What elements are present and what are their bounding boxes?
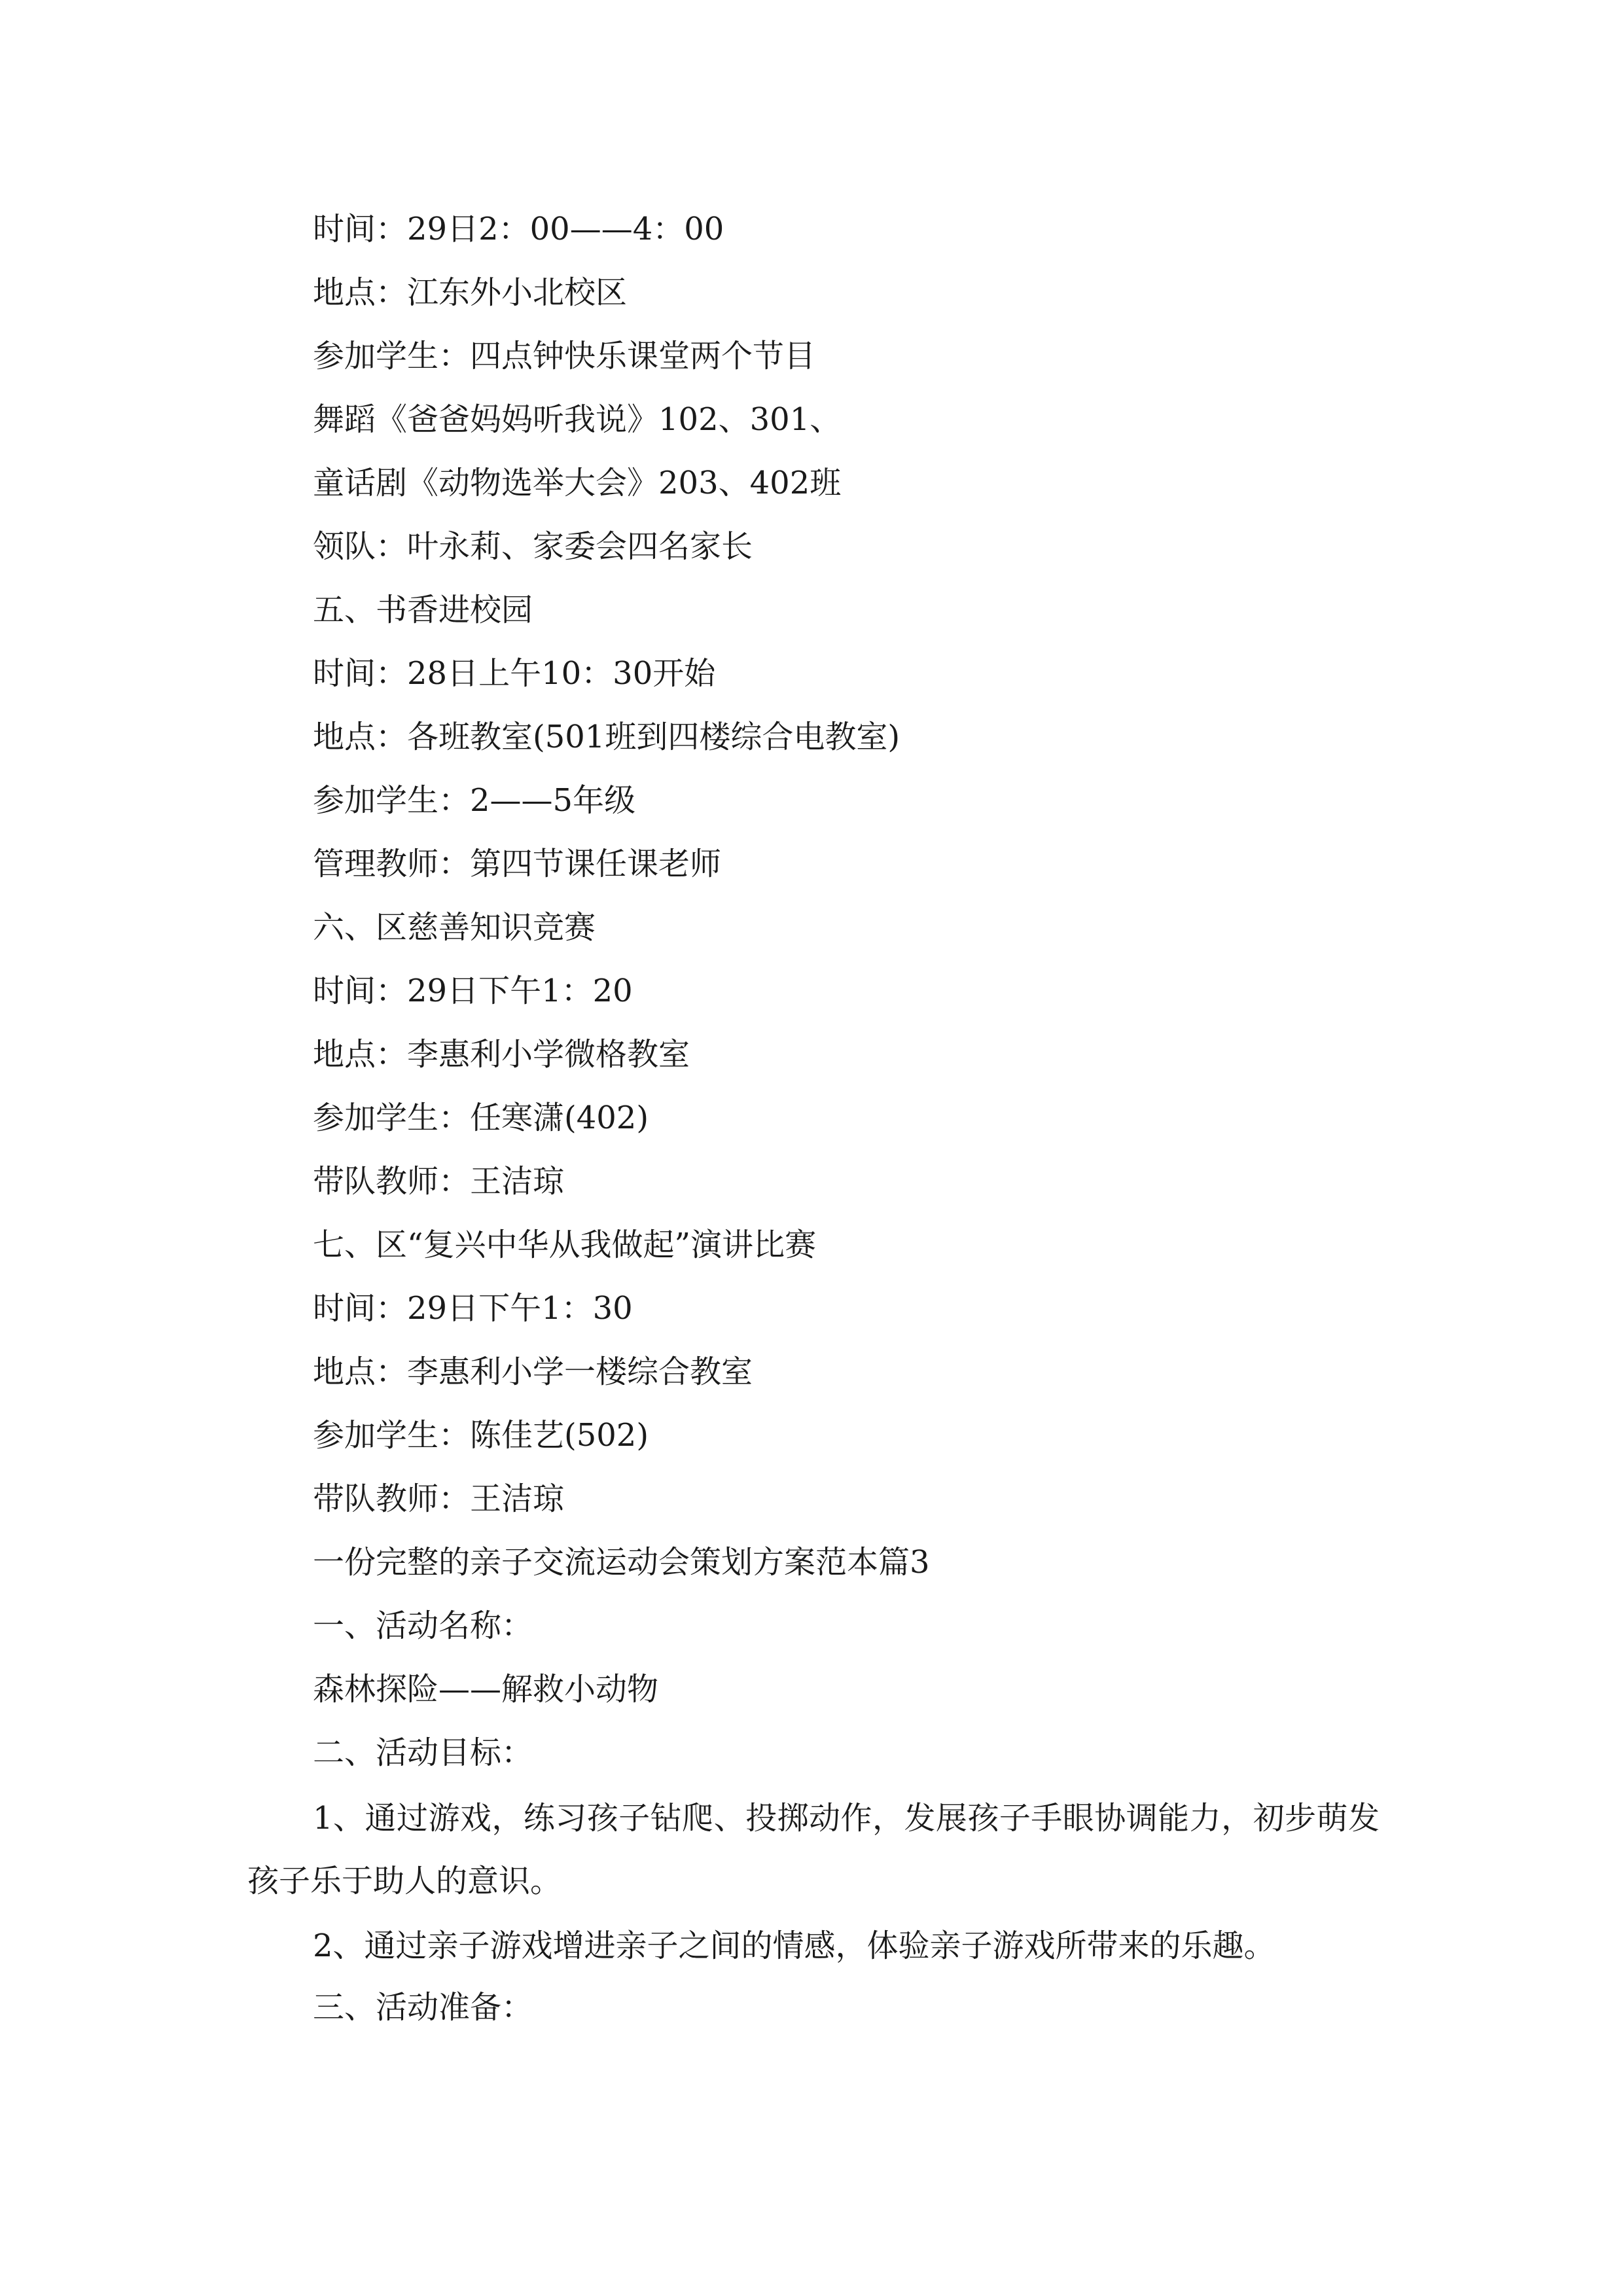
text-line: 参加学生：任寒潇(402) — [313, 1100, 649, 1136]
text-line: 地点：李惠利小学一楼综合教室 — [313, 1354, 753, 1390]
section-heading: 一、活动名称： — [313, 1607, 533, 1644]
text-line: 参加学生：2——5年级 — [313, 782, 636, 819]
text-line: 时间：29日2：00——4：00 — [313, 211, 724, 247]
article-title: 一份完整的亲子交流运动会策划方案范本篇3 — [313, 1544, 930, 1581]
section-heading: 五、书香进校园 — [313, 592, 533, 628]
text-line: 带队教师：王洁琼 — [313, 1480, 565, 1517]
section-heading: 六、区慈善知识竞赛 — [313, 909, 596, 946]
text-line: 地点：各班教室(501班到四楼综合电教室) — [313, 719, 901, 755]
text-line: 地点：江东外小北校区 — [313, 274, 628, 311]
section-heading: 二、活动目标： — [313, 1734, 533, 1771]
text-line: 参加学生：四点钟快乐课堂两个节目 — [313, 338, 816, 374]
text-line: 舞蹈《爸爸妈妈听我说》102、301、 — [313, 401, 842, 438]
text-line: 时间：29日下午1：30 — [313, 1290, 633, 1327]
text-line: 森林探险——解救小动物 — [313, 1671, 659, 1708]
text-line: 参加学生：陈佳艺(502) — [313, 1417, 649, 1454]
section-heading: 三、活动准备： — [313, 1989, 533, 2026]
text-line: 时间：28日上午10：30开始 — [313, 655, 716, 692]
text-line: 带队教师：王洁琼 — [313, 1163, 565, 1200]
text-line: 管理教师：第四节课任课老师 — [313, 846, 722, 882]
body-paragraph: 1、通过游戏，练习孩子钻爬、投掷动作，发展孩子手眼协调能力，初步萌发孩子乐于助人的意识。 — [247, 1800, 1380, 1899]
section-heading: 七、区“复兴中华从我做起”演讲比赛 — [313, 1227, 817, 1263]
text-line: 地点：李惠利小学微格教室 — [313, 1036, 690, 1073]
text-line: 童话剧《动物选举大会》203、402班 — [313, 465, 842, 501]
body-paragraph: 2、通过亲子游戏增进亲子之间的情感，体验亲子游戏所带来的乐趣。 — [313, 1928, 1275, 1964]
text-line: 时间：29日下午1：20 — [313, 973, 633, 1009]
text-line: 领队：叶永莉、家委会四名家长 — [313, 528, 753, 565]
